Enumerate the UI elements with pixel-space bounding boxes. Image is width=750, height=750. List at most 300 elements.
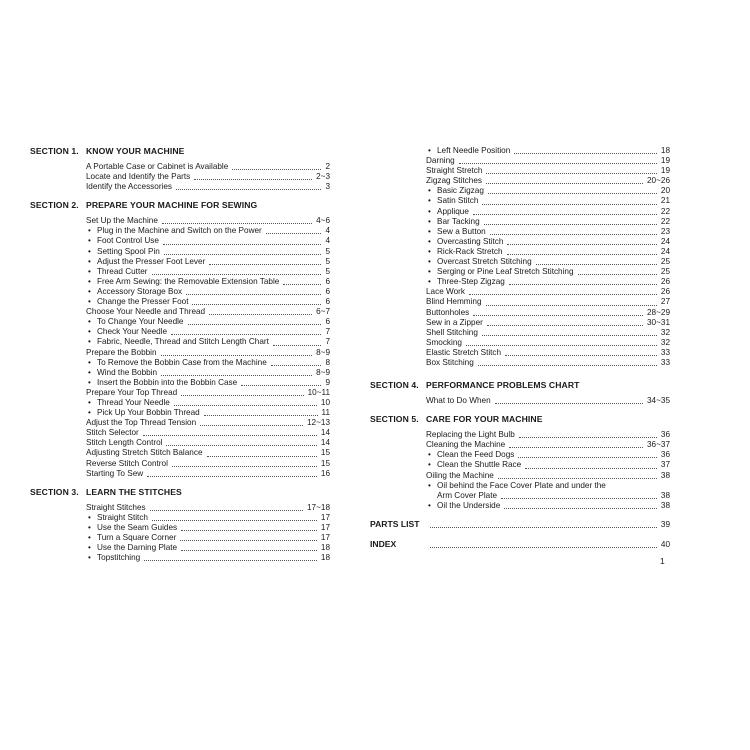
toc-page-ref: 21 bbox=[660, 196, 670, 206]
toc-entry bbox=[426, 328, 670, 338]
dot-leader bbox=[152, 274, 322, 275]
toc-page-ref: 15 bbox=[320, 448, 330, 458]
dot-leader bbox=[273, 345, 322, 346]
dot-leader bbox=[143, 435, 317, 436]
dot-leader bbox=[578, 274, 657, 275]
section-number: SECTION 3. bbox=[30, 486, 79, 497]
dot-leader bbox=[163, 244, 322, 245]
toc-section bbox=[30, 487, 330, 564]
toc-entry-title: • Free Arm Sewing: the Removable Extension Table bbox=[86, 277, 279, 287]
toc-page-ref: 38 bbox=[660, 490, 670, 500]
dot-leader bbox=[181, 395, 303, 396]
dot-leader bbox=[473, 315, 643, 316]
toc-page-ref: 26 bbox=[660, 287, 670, 297]
dot-leader bbox=[164, 254, 322, 255]
toc-entry-title: Straight Stretch bbox=[426, 166, 483, 176]
toc-entry-title: • Clean the Shuttle Race bbox=[426, 460, 521, 470]
dot-leader bbox=[430, 527, 657, 528]
toc-page-ref: 22 bbox=[660, 216, 670, 226]
toc-page-ref: 33 bbox=[660, 357, 670, 367]
toc-entry-title: • Plug in the Machine and Switch on the Power bbox=[86, 226, 262, 236]
section-heading bbox=[30, 200, 330, 211]
dot-leader bbox=[469, 294, 657, 295]
toc-entry-title: • Thread Your Needle bbox=[86, 398, 170, 408]
toc-entry-title: Darning bbox=[426, 156, 455, 166]
toc-entry-title: Arm Cover Plate bbox=[437, 490, 498, 500]
toc-entry-title: • Three-Step Zigzag bbox=[426, 277, 505, 287]
toc-entry-title: Starting To Sew bbox=[86, 468, 144, 478]
toc-entry-title: • Left Needle Position bbox=[426, 146, 510, 156]
section-title: PERFORMANCE PROBLEMS CHART bbox=[426, 380, 580, 391]
toc-page-ref: 28~29 bbox=[647, 307, 670, 317]
dot-leader bbox=[172, 466, 317, 467]
toc-entry bbox=[86, 172, 330, 182]
dot-leader bbox=[180, 540, 317, 541]
dot-leader bbox=[147, 476, 317, 477]
dot-leader bbox=[466, 345, 657, 346]
toc-page-ref: 6~7 bbox=[316, 307, 330, 317]
toc-entry-title: Stitch Selector bbox=[86, 428, 139, 438]
dot-leader bbox=[486, 173, 656, 174]
toc-entry-title: • Fabric, Needle, Thread and Stitch Length Chart bbox=[86, 337, 269, 347]
toc-page-ref: 7 bbox=[325, 327, 330, 337]
dot-leader bbox=[486, 305, 657, 306]
dot-leader bbox=[519, 437, 657, 438]
dot-leader bbox=[161, 355, 313, 356]
toc-entry-title: • Oil the Underside bbox=[426, 501, 500, 511]
toc-entry-title: • Adjust the Presser Foot Lever bbox=[86, 257, 205, 267]
toc-entry bbox=[86, 503, 330, 513]
toc-entry-title: Straight Stitches bbox=[86, 502, 146, 512]
toc-page-ref: 24 bbox=[660, 236, 670, 246]
toc-entry-title: Box Stitching bbox=[426, 357, 474, 367]
toc-subentry bbox=[426, 186, 670, 196]
toc-entry bbox=[426, 491, 670, 501]
toc-subentry bbox=[86, 543, 330, 553]
toc-entry-title: Adjust the Top Thread Tension bbox=[86, 418, 197, 428]
toc-entry-title: Adjusting Stretch Stitch Balance bbox=[86, 448, 203, 458]
section-title: LEARN THE STITCHES bbox=[86, 486, 182, 497]
dot-leader bbox=[482, 204, 656, 205]
toc-subentry bbox=[86, 247, 330, 257]
toc-entry-list bbox=[86, 162, 330, 192]
toc-subentry bbox=[86, 327, 330, 337]
toc-page-ref: 17 bbox=[320, 522, 330, 532]
toc-entry bbox=[426, 430, 670, 440]
toc-page-ref: 10 bbox=[320, 397, 330, 407]
dot-leader bbox=[171, 334, 321, 335]
dot-leader bbox=[166, 445, 316, 446]
dot-leader bbox=[209, 314, 312, 315]
toc-entry bbox=[426, 176, 670, 186]
toc-subentry bbox=[86, 267, 330, 277]
dot-leader bbox=[495, 403, 643, 404]
dot-leader bbox=[186, 294, 321, 295]
dot-leader bbox=[478, 365, 657, 366]
toc-left-column bbox=[30, 146, 330, 571]
toc-entry-title: Set Up the Machine bbox=[86, 216, 158, 226]
toc-subentry bbox=[86, 513, 330, 523]
dot-leader bbox=[207, 456, 317, 457]
toc-entry-list bbox=[86, 216, 330, 478]
toc-page-ref: 3 bbox=[325, 182, 330, 192]
dot-leader bbox=[525, 468, 657, 469]
toc-page-ref: 5 bbox=[325, 266, 330, 276]
toc-entry bbox=[86, 418, 330, 428]
toc-page-ref: 18 bbox=[660, 146, 670, 155]
toc-entry bbox=[86, 216, 330, 226]
section-number: SECTION 1. bbox=[30, 146, 79, 156]
toc-entry-title: • Applique bbox=[426, 207, 469, 217]
toc-entry-title: • Setting Spool Pin bbox=[86, 247, 160, 257]
toc-page-ref: 20 bbox=[660, 186, 670, 196]
toc-page-ref: 2~3 bbox=[316, 172, 330, 182]
toc-entry bbox=[86, 182, 330, 192]
dot-leader bbox=[266, 233, 322, 234]
section-number: SECTION 2. bbox=[30, 200, 79, 211]
toc-page-ref: 17~18 bbox=[307, 502, 330, 512]
toc-subentry bbox=[86, 277, 330, 287]
toc-entry-title: • Serging or Pine Leaf Stretch Stitching bbox=[426, 267, 574, 277]
toc-entry-title: What to Do When bbox=[426, 396, 491, 406]
dot-leader bbox=[176, 189, 321, 190]
toc-entry-title: • Use the Seam Guides bbox=[86, 523, 177, 533]
dot-leader bbox=[507, 244, 656, 245]
toc-subentry bbox=[86, 236, 330, 246]
toc-entry bbox=[86, 428, 330, 438]
toc-page-ref: 34~35 bbox=[647, 396, 670, 406]
toc-page-ref: 39 bbox=[660, 519, 670, 529]
toc-page-ref: 4 bbox=[325, 236, 330, 246]
toc-entry bbox=[426, 166, 670, 176]
section-title: CARE FOR YOUR MACHINE bbox=[426, 414, 543, 425]
dot-leader bbox=[271, 365, 322, 366]
toc-subentry bbox=[86, 337, 330, 347]
toc-entry bbox=[426, 156, 670, 166]
toc-page-ref: 5 bbox=[325, 256, 330, 266]
toc-entry-title: Buttonholes bbox=[426, 307, 470, 317]
toc-page-ref: 36 bbox=[660, 450, 670, 460]
toc-subentry bbox=[86, 226, 330, 236]
section-heading bbox=[370, 414, 670, 425]
toc-subentry bbox=[426, 227, 670, 237]
dot-leader bbox=[200, 425, 303, 426]
toc-entry-title: Reverse Stitch Control bbox=[86, 458, 168, 468]
toc-entry-title: • Oil behind the Face Cover Plate and under the bbox=[426, 481, 606, 491]
toc-page-ref: 36 bbox=[660, 430, 670, 440]
toc-page-ref: 15 bbox=[320, 458, 330, 468]
toc-entry-title: • Overcasting Stitch bbox=[426, 237, 503, 247]
toc-page-ref: 17 bbox=[320, 533, 330, 542]
section-heading bbox=[30, 487, 330, 498]
toc-entry-title: Elastic Stretch Stitch bbox=[426, 347, 502, 357]
toc-entry-title: Sew in a Zipper bbox=[426, 317, 483, 327]
toc-entry-list bbox=[426, 146, 670, 368]
toc-entry-title: Choose Your Needle and Thread bbox=[86, 307, 206, 317]
dot-leader bbox=[430, 547, 657, 548]
toc-entry-title: • Overcast Stretch Stitching bbox=[426, 257, 532, 267]
dot-leader bbox=[283, 284, 321, 285]
toc-entry-title: A Portable Case or Cabinet is Available bbox=[86, 162, 229, 171]
dot-leader bbox=[484, 224, 657, 225]
dot-leader bbox=[188, 324, 322, 325]
toc-subentry bbox=[426, 257, 670, 267]
toc-entry bbox=[86, 459, 330, 469]
toc-entry-title: PARTS LIST bbox=[370, 518, 420, 529]
toc-page-ref: 14 bbox=[320, 438, 330, 448]
toc-entry-title: • Use the Darning Plate bbox=[86, 543, 177, 553]
toc-entry-title: • Basic Zigzag bbox=[426, 186, 484, 196]
dot-leader bbox=[490, 234, 657, 235]
toc-subentry bbox=[86, 408, 330, 418]
toc-page-ref: 6 bbox=[325, 297, 330, 307]
dot-leader bbox=[194, 179, 312, 180]
toc-entry-title: • Bar Tacking bbox=[426, 217, 480, 227]
dot-leader bbox=[504, 508, 657, 509]
toc-subentry bbox=[86, 533, 330, 543]
toc-entry bbox=[86, 348, 330, 358]
toc-page-ref: 33 bbox=[660, 347, 670, 357]
dot-leader bbox=[507, 254, 657, 255]
section-3-continuation bbox=[370, 146, 670, 368]
dot-leader bbox=[514, 153, 657, 154]
toc-page-ref: 5 bbox=[325, 246, 330, 256]
dot-leader bbox=[232, 169, 321, 170]
dot-leader bbox=[509, 284, 657, 285]
dot-leader bbox=[161, 375, 312, 376]
dot-leader bbox=[459, 163, 657, 164]
dot-leader bbox=[488, 193, 657, 194]
toc-entry bbox=[426, 308, 670, 318]
toc-entry-title: Stitch Length Control bbox=[86, 438, 163, 448]
toc-page-ref: 6 bbox=[325, 286, 330, 296]
toc-entry-title: • Clean the Feed Dogs bbox=[426, 450, 514, 460]
dot-leader bbox=[486, 183, 643, 184]
toc-entry-title: Locate and Identify the Parts bbox=[86, 172, 191, 182]
toc-entry-title: • Pick Up Your Bobbin Thread bbox=[86, 408, 200, 418]
dot-leader bbox=[152, 520, 317, 521]
toc-entry bbox=[426, 396, 670, 406]
dot-leader bbox=[473, 214, 657, 215]
toc-page-ref: 6 bbox=[325, 276, 330, 286]
toc-section bbox=[30, 146, 330, 192]
toc-subentry bbox=[86, 257, 330, 267]
toc-subentry bbox=[426, 247, 670, 257]
toc-subentry bbox=[86, 287, 330, 297]
dot-leader bbox=[509, 447, 643, 448]
toc-entry-title: Lace Work bbox=[426, 287, 465, 297]
toc-standalone-entry bbox=[370, 539, 670, 550]
toc-page-ref: 18 bbox=[320, 553, 330, 563]
toc-page-ref: 2 bbox=[325, 162, 330, 171]
toc-entry-list bbox=[426, 396, 670, 406]
toc-page-ref: 8 bbox=[325, 357, 330, 367]
toc-page-ref: 9 bbox=[325, 377, 330, 387]
toc-section bbox=[370, 414, 670, 511]
toc-entry bbox=[426, 471, 670, 481]
toc-entry-title: • To Change Your Needle bbox=[86, 317, 184, 327]
toc-subentry bbox=[426, 501, 670, 511]
toc-section bbox=[30, 200, 330, 478]
toc-page-ref: 22 bbox=[660, 206, 670, 216]
toc-entry-title: • Turn a Square Corner bbox=[86, 533, 176, 543]
toc-subentry bbox=[86, 523, 330, 533]
toc-page-ref: 19 bbox=[660, 166, 670, 176]
toc-page-ref: 17 bbox=[320, 512, 330, 522]
toc-entry-title: Zigzag Stitches bbox=[426, 176, 482, 186]
toc-entry-title: Identify the Accessories bbox=[86, 182, 173, 192]
toc-entry-title: • Straight Stitch bbox=[86, 513, 148, 523]
dot-leader bbox=[487, 325, 643, 326]
dot-leader bbox=[181, 550, 317, 551]
toc-subentry bbox=[426, 217, 670, 227]
toc-section bbox=[370, 380, 670, 406]
toc-subentry bbox=[426, 207, 670, 217]
toc-entry-list bbox=[86, 503, 330, 564]
toc-entry bbox=[426, 358, 670, 368]
dot-leader bbox=[181, 530, 317, 531]
toc-entry-title: • Wind the Bobbin bbox=[86, 368, 157, 378]
toc-entry bbox=[426, 348, 670, 358]
toc-entry bbox=[426, 338, 670, 348]
toc-page-ref: 38 bbox=[660, 470, 670, 480]
toc-subentry bbox=[86, 553, 330, 563]
toc-entry-title: • Insert the Bobbin into the Bobbin Case bbox=[86, 378, 237, 388]
toc-subentry bbox=[426, 146, 670, 156]
toc-subentry bbox=[86, 368, 330, 378]
toc-subentry bbox=[426, 450, 670, 460]
dot-leader bbox=[150, 510, 303, 511]
dot-leader bbox=[482, 335, 657, 336]
toc-page-ref: 6 bbox=[325, 317, 330, 327]
toc-entry-title: • Accessory Storage Box bbox=[86, 287, 182, 297]
toc-entry-title: Blind Hemming bbox=[426, 297, 482, 307]
dot-leader bbox=[174, 405, 317, 406]
toc-entry-title: Cleaning the Machine bbox=[426, 440, 506, 450]
dot-leader bbox=[536, 264, 657, 265]
toc-entry bbox=[426, 297, 670, 307]
dot-leader bbox=[505, 355, 657, 356]
toc-subentry bbox=[426, 267, 670, 277]
toc-subentry bbox=[86, 378, 330, 388]
toc-entry-title: • Change the Presser Foot bbox=[86, 297, 188, 307]
toc-entry bbox=[86, 469, 330, 479]
toc-subentry bbox=[426, 277, 670, 287]
page-number: 1 bbox=[660, 556, 665, 566]
toc-entry bbox=[86, 448, 330, 458]
section-number: SECTION 4. bbox=[370, 380, 419, 391]
section-heading bbox=[370, 380, 670, 391]
toc-page-ref: 8~9 bbox=[316, 347, 330, 357]
toc-subentry bbox=[426, 460, 670, 470]
toc-right-column bbox=[370, 146, 670, 559]
toc-entry-title: • Thread Cutter bbox=[86, 267, 148, 277]
toc-page-ref: 16 bbox=[320, 468, 330, 478]
section-heading bbox=[30, 146, 330, 157]
toc-subentry bbox=[86, 317, 330, 327]
toc-subentry bbox=[86, 297, 330, 307]
section-title: KNOW YOUR MACHINE bbox=[86, 146, 185, 156]
toc-entry-title: INDEX bbox=[370, 538, 397, 549]
toc-entry-title: • Sew a Button bbox=[426, 227, 486, 237]
toc-subentry bbox=[86, 358, 330, 368]
toc-page-ref: 18 bbox=[320, 543, 330, 553]
toc-page-ref: 38 bbox=[660, 500, 670, 510]
toc-standalone-entry bbox=[370, 519, 670, 530]
toc-page-ref: 32 bbox=[660, 327, 670, 337]
dot-leader bbox=[498, 478, 657, 479]
toc-subentry bbox=[426, 481, 670, 491]
toc-entry bbox=[426, 318, 670, 328]
toc-entry-title: • To Remove the Bobbin Case from the Machine bbox=[86, 358, 267, 368]
toc-page-ref: 26 bbox=[660, 277, 670, 287]
dot-leader bbox=[162, 223, 312, 224]
toc-page-ref: 40 bbox=[660, 539, 670, 549]
dot-leader bbox=[518, 457, 657, 458]
dot-leader bbox=[241, 385, 321, 386]
dot-leader bbox=[501, 498, 657, 499]
toc-entry-title: Shell Stitching bbox=[426, 327, 478, 337]
toc-page-ref: 14 bbox=[320, 428, 330, 438]
section-number: SECTION 5. bbox=[370, 414, 419, 425]
toc-page-ref: 30~31 bbox=[647, 317, 670, 327]
toc-subentry bbox=[86, 398, 330, 408]
toc-entry bbox=[86, 162, 330, 172]
toc-page-ref: 19 bbox=[660, 156, 670, 166]
dot-leader bbox=[204, 415, 318, 416]
toc-page-ref: 4 bbox=[325, 226, 330, 236]
toc-entry-title: • Topstitching bbox=[86, 553, 140, 563]
dot-leader bbox=[144, 560, 317, 561]
toc-page-ref: 25 bbox=[660, 257, 670, 267]
toc-entry-title: Prepare Your Top Thread bbox=[86, 387, 178, 397]
toc-entry-title: • Check Your Needle bbox=[86, 327, 167, 337]
toc-entry-title: • Satin Stitch bbox=[426, 196, 478, 206]
toc-entry bbox=[86, 307, 330, 317]
toc-subentry bbox=[426, 196, 670, 206]
toc-page-ref: 25 bbox=[660, 267, 670, 277]
toc-entry-list bbox=[426, 430, 670, 511]
toc-entry-title: Replacing the Light Bulb bbox=[426, 430, 515, 440]
toc-page-ref: 12~13 bbox=[307, 418, 330, 428]
toc-entry-title: • Foot Control Use bbox=[86, 236, 159, 246]
toc-subentry bbox=[426, 237, 670, 247]
toc-entry bbox=[426, 440, 670, 450]
toc-page-ref: 20~26 bbox=[647, 176, 670, 186]
toc-page-ref: 10~11 bbox=[307, 387, 330, 397]
toc-entry bbox=[86, 438, 330, 448]
toc-page-ref: 27 bbox=[660, 297, 670, 307]
toc-page-ref: 37 bbox=[660, 460, 670, 470]
toc-entry-title: Prepare the Bobbin bbox=[86, 347, 157, 357]
toc-page-ref: 23 bbox=[660, 226, 670, 236]
toc-entry-title: Smocking bbox=[426, 337, 462, 347]
toc-entry-title: • Rick-Rack Stretch bbox=[426, 247, 503, 257]
toc-entry bbox=[86, 388, 330, 398]
toc-page-ref: 36~37 bbox=[647, 440, 670, 450]
dot-leader bbox=[209, 264, 321, 265]
toc-entry-title: Oiling the Machine bbox=[426, 470, 494, 480]
toc-entry bbox=[426, 287, 670, 297]
toc-page-ref: 11 bbox=[321, 408, 330, 418]
toc-page-ref: 24 bbox=[660, 246, 670, 256]
toc-page-ref: 32 bbox=[660, 337, 670, 347]
toc-page-ref: 4~6 bbox=[316, 216, 330, 226]
section-title: PREPARE YOUR MACHINE FOR SEWING bbox=[86, 200, 258, 211]
toc-page-ref: 8~9 bbox=[316, 367, 330, 377]
dot-leader bbox=[192, 304, 321, 305]
toc-page-ref: 7 bbox=[325, 337, 330, 347]
